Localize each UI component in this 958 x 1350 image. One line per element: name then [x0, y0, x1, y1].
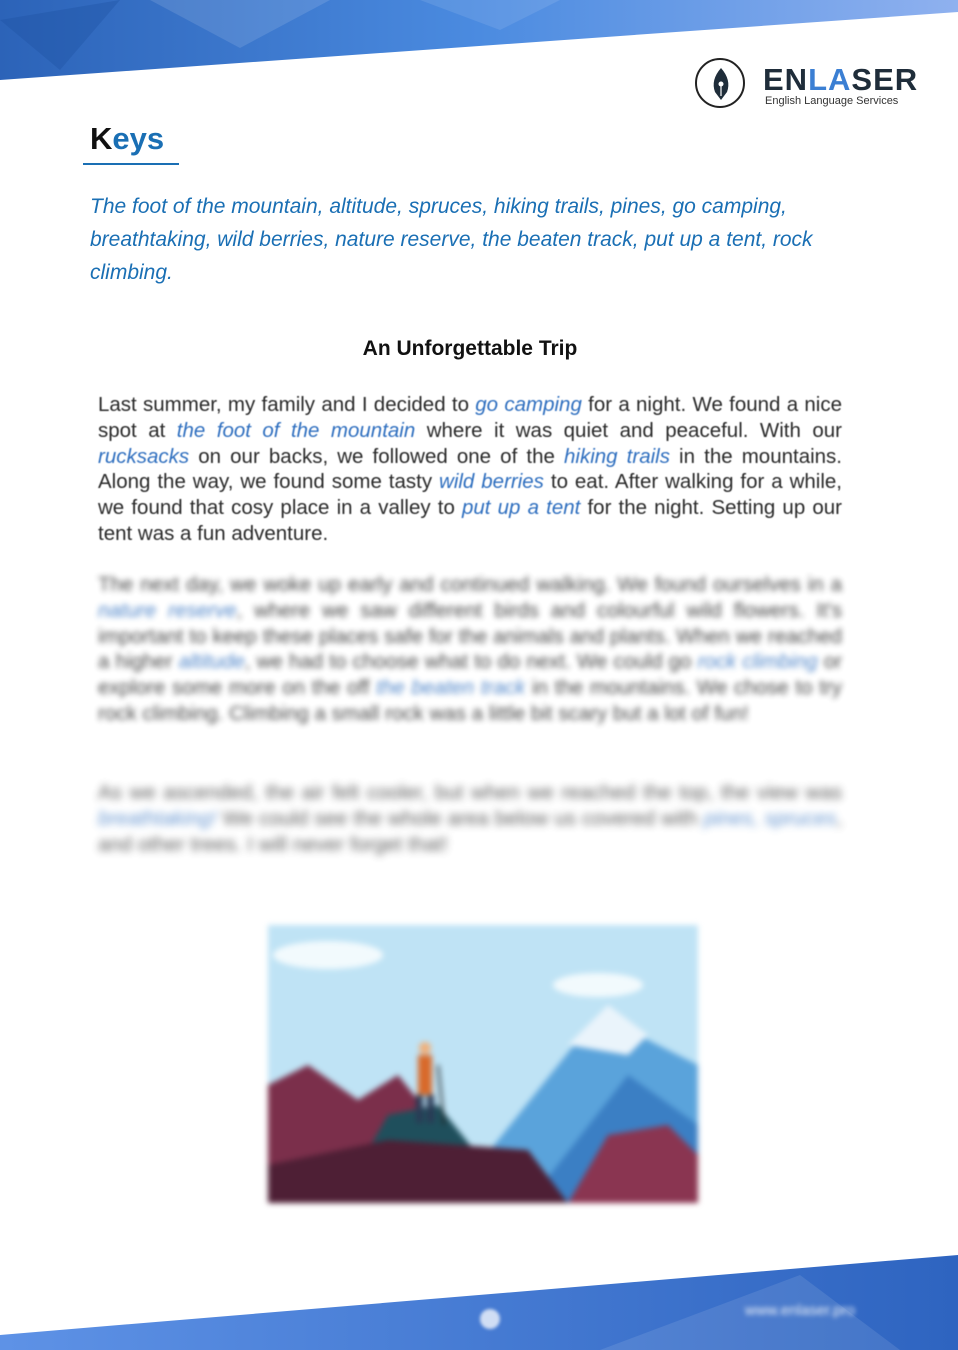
- story-paragraph-2: [98, 572, 842, 727]
- story-text-segment: to eat. After walking for a while, we found that cosy place in a valley to: [98, 470, 843, 520]
- story-text-segment: for the night. Setting up our tent was a fun adventure.: [98, 496, 843, 545]
- vocabulary-phrase: go camping: [475, 393, 582, 416]
- keys-heading: Keys: [90, 121, 165, 156]
- enlaser-logo: [695, 58, 919, 114]
- vocabulary-phrase: the beaten track: [376, 676, 526, 700]
- vocabulary-phrase: put up a tent: [462, 496, 581, 520]
- story-text-segment: for a night. We found a nice spot at: [98, 393, 843, 442]
- story-paragraph-1: [98, 392, 842, 547]
- vocabulary-phrase: hiking trails: [564, 444, 670, 468]
- story-text-segment: We could see the whole area below us covered with: [216, 806, 704, 830]
- story-paragraph-3: [98, 780, 842, 857]
- vocabulary-phrase: wild berries: [439, 470, 544, 494]
- vocabulary-phrase: pines, spruces: [703, 806, 837, 830]
- story-text-segment: , and other trees. I will never forget that!: [98, 806, 843, 856]
- story-text-segment: , where we saw different birds and colourful wild flowers. It's important to keep these places safe for the animals and plants. When we reached a higher: [98, 598, 842, 674]
- brand-tagline: English Language Services: [765, 95, 899, 107]
- story-text-segment: The next day, we woke up early and continued walking. We found ourselves in a: [98, 573, 842, 596]
- keys-vocabulary-list: The foot of the mountain, altitude, spruces, hiking trails, pines, go camping, breathtaking, wild berries, nature reserve, the beaten track, put up a tent, rock climbing.: [90, 195, 813, 284]
- vocabulary-phrase: nature reserve: [98, 598, 237, 622]
- vocabulary-phrase: rucksacks: [98, 444, 190, 468]
- story-text-segment: As we ascended, the air felt cooler, but when we reached the top, the view was: [98, 781, 842, 804]
- vocabulary-phrase: rock climbing: [697, 650, 818, 674]
- page-number-dot: [480, 1309, 500, 1329]
- story-text-segment: in the mountains. Along the way, we found some tasty: [98, 444, 843, 494]
- hiker-mountain-illustration: [268, 925, 698, 1203]
- brand-name: ENLASER: [763, 62, 919, 97]
- footer-website: www.enlaser.pro: [745, 1302, 856, 1319]
- story-text-segment: Last summer, my family and I decided to: [98, 393, 476, 416]
- vocabulary-phrase: the foot of the mountain: [176, 418, 416, 442]
- keys-underline: [83, 163, 179, 165]
- vocabulary-phrase: breathtaking!: [98, 806, 217, 830]
- pen-nib-icon: [695, 58, 745, 108]
- vocabulary-phrase: altitude: [178, 650, 245, 674]
- story-text-segment: where it was quiet and peaceful. With our: [415, 418, 842, 442]
- story-text-segment: in the mountains. We chose to try rock climbing. Climbing a small rock was a little bit scary but a lot of fun!: [98, 676, 842, 725]
- story-text-segment: , we had to choose what to do next. We could go: [244, 650, 698, 674]
- story-text-segment: or explore some more on the off: [98, 650, 842, 700]
- story-text-segment: on our backs, we followed one of the: [189, 444, 564, 468]
- story-title: An Unforgettable Trip: [362, 337, 578, 360]
